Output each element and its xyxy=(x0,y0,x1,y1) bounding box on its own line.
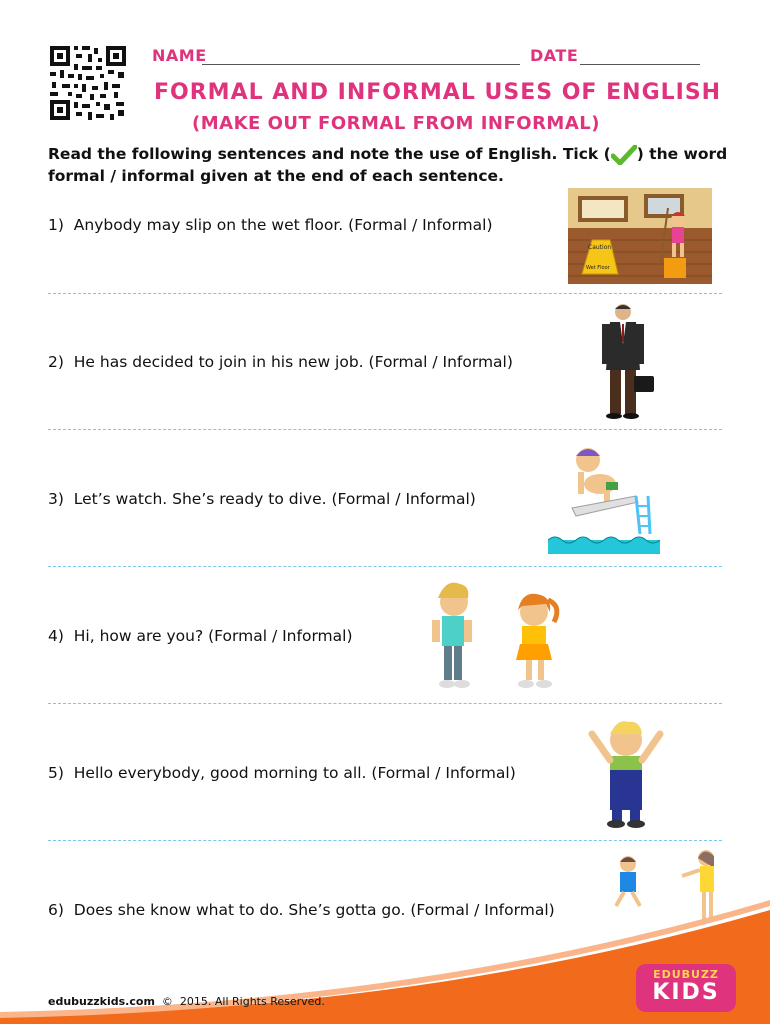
logo-line2: KIDS xyxy=(652,980,720,1005)
caution-sign-text2: Wet Floor xyxy=(586,265,610,271)
question-number: 1) xyxy=(48,216,64,234)
question-5 xyxy=(48,764,516,782)
page-title: FORMAL AND INFORMAL USES OF ENGLISH xyxy=(154,80,722,105)
logo-line1: EDUBUZZ xyxy=(653,968,719,981)
date-label: DATE xyxy=(530,46,579,65)
name-label: NAME xyxy=(152,46,207,65)
question-2 xyxy=(48,353,513,371)
question-text[interactable]: Does she know what to do. She’s gotta go. (Formal / Informal) xyxy=(73,901,555,919)
edubuzz-kids-logo xyxy=(636,964,736,1012)
question-text[interactable]: Anybody may slip on the wet floor. (Formal / Informal) xyxy=(73,216,493,234)
instruction-part2: ) the word xyxy=(636,145,728,163)
question-number: 6) xyxy=(48,901,64,919)
separator xyxy=(48,840,722,841)
instruction-line2: formal / informal given at the end of each sentence. xyxy=(48,167,504,185)
footer-site[interactable]: edubuzzkids.com xyxy=(48,995,155,1008)
copyright-icon: © xyxy=(161,995,173,1008)
waving-boy-illustration xyxy=(584,712,668,830)
question-4 xyxy=(48,627,353,645)
question-1 xyxy=(48,216,493,234)
question-text[interactable]: Hello everybody, good morning to all. (Formal / Informal) xyxy=(73,764,516,782)
question-text[interactable]: Hi, how are you? (Formal / Informal) xyxy=(73,627,353,645)
businessman-illustration xyxy=(590,300,660,420)
date-field[interactable] xyxy=(580,64,700,65)
question-3 xyxy=(48,490,476,508)
footer xyxy=(48,995,325,1008)
separator xyxy=(48,703,722,704)
instruction-part1: Read the following sentences and note the use of English. Tick ( xyxy=(48,145,611,163)
footer-rights: 2015. All Rights Reserved. xyxy=(179,995,325,1008)
separator xyxy=(48,293,722,294)
question-text[interactable]: He has decided to join in his new job. (Formal / Informal) xyxy=(73,353,513,371)
page-subtitle: (MAKE OUT FORMAL FROM INFORMAL) xyxy=(192,113,600,134)
caution-wet-floor-illustration xyxy=(568,188,712,284)
qr-code-icon xyxy=(48,44,128,122)
separator xyxy=(48,566,722,567)
question-number: 2) xyxy=(48,353,64,371)
question-number: 3) xyxy=(48,490,64,508)
question-text[interactable]: Let’s watch. She’s ready to dive. (Formal / Informal) xyxy=(73,490,476,508)
diving-board-illustration xyxy=(548,438,660,556)
separator xyxy=(48,429,722,430)
caution-sign-text: Caution xyxy=(588,244,612,251)
boy-and-girl-illustration xyxy=(422,576,572,696)
question-number: 5) xyxy=(48,764,64,782)
instructions xyxy=(48,143,728,187)
checkmark-icon xyxy=(611,145,637,165)
name-field[interactable] xyxy=(202,64,520,65)
question-number: 4) xyxy=(48,627,64,645)
